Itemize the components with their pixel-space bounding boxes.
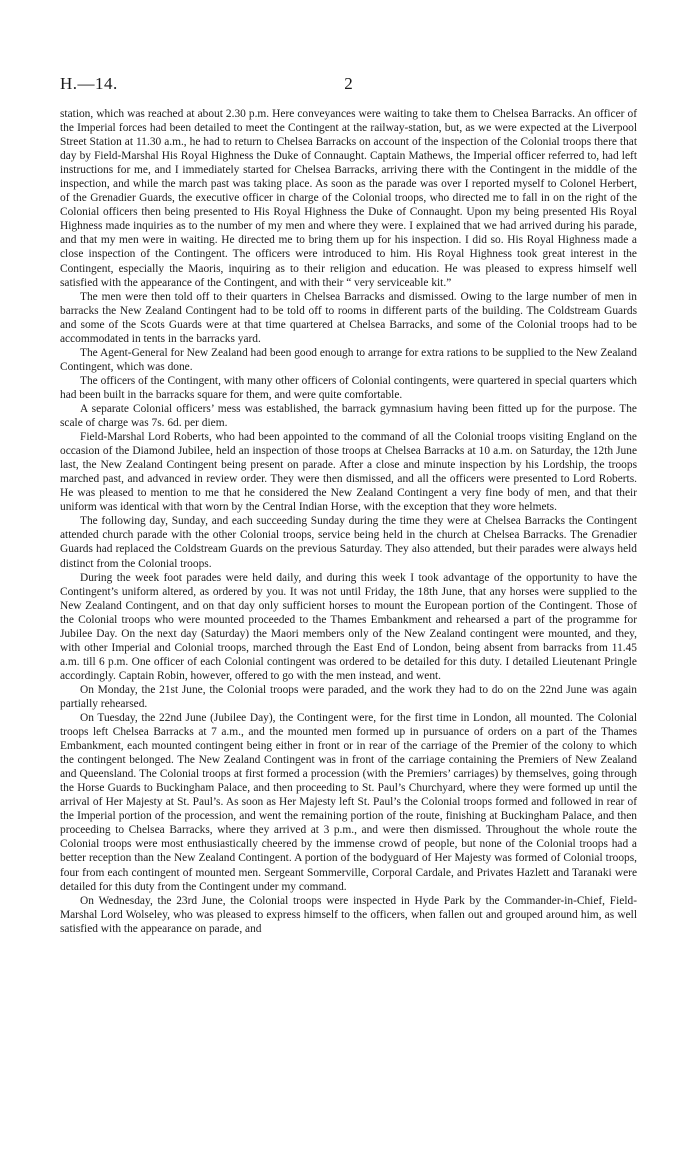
page-header — [60, 74, 637, 96]
paragraph-arrival: station, which was reached at about 2.30 p.m. Here conveyances were waiting to take them to Chelsea Barracks. An officer of the Imperial forces had been detailed to meet the Contingent at the railway-station, but, as we were expected at the Liverpool Street Station at 11.30 a.m., he had to return to Chelsea Barracks on account of the inspection of the Colonial troops there that day by Field-Marshal His Royal Highness the Duke of Connaught. Captain Mathews, the Imperial officer referred to, had left instructions for me, and I immediately started for Chelsea Barracks, arriving there with the Contingent in the middle of the inspection, and while the march past was taking place. As soon as the parade was over I reported myself to Colonel Herbert, of the Grenadier Guards, the executive officer in charge of the Colonial troops, who directed me to fall in on the right of the Colonial officers then being presented to His Royal Highness the Duke of Connaught. Upon my being presented His Royal Highness made inquiries as to the number of my men and where they were. I explained that we had arrived during his parade, and that my men were in waiting. He directed me to bring them up for his inspection. I did so. His Royal Highness made a close inspection of the Contingent. The officers were introduced to him. His Royal Highness took great interest in the Contingent, especially the Maoris, inquiring as to their religion and education. He was pleased to express himself well satisfied with the appearance of the Contingent, and with their “ very serviceable kit.” — [60, 108, 637, 289]
document-page — [60, 0, 637, 1174]
page-number: 2 — [344, 74, 353, 93]
paragraph-church-parade: The following day, Sunday, and each succeeding Sunday during the time they were at Chelsea Barracks the Contingent attended church parade with the other Colonial troops, service being held in the church at Chelsea Barracks. The Grenadier Guards had replaced the Coldstream Guards on the previous Saturday. They also attended, but their parades were always held distinct from the Colonial troops. — [60, 515, 637, 570]
paragraph-quarters: The men were then told off to their quarters in Chelsea Barracks and dismissed. Owing to the large number of men in barracks the New Zealand Contingent had to be told off to rooms in different parts of the building. The Coldstream Guards and some of the Scots Guards were at that time quartered at Chelsea Barracks, and some of the Colonial troops had to be accommodated in tents in the barracks yard. — [60, 290, 637, 345]
paragraph-officers-quarters: The officers of the Contingent, with many other officers of Colonial contingents, were quartered in special quarters which had been built in the barracks square for them, and were quite comfortable. — [60, 374, 637, 401]
paragraph-officers-mess: A separate Colonial officers’ mess was established, the barrack gymnasium having been fitted up for the purpose. The scale of charge was 7s. 6d. per diem. — [60, 402, 637, 430]
paragraph-monday-rehearsal: On Monday, the 21st June, the Colonial troops were paraded, and the work they had to do on the 22nd June was again partially rehearsed. — [60, 683, 637, 710]
document-reference: H.—14. — [60, 74, 118, 93]
paragraph-hyde-park: On Wednesday, the 23rd June, the Colonial troops were inspected in Hyde Park by the Commander-in-Chief, Field-Marshal Lord Wolseley, who was pleased to express himself to the officers, when fallen out and grouped around him, as well satisfied with the appearance on parade, and — [60, 894, 637, 935]
paragraph-jubilee-day: On Tuesday, the 22nd June (Jubilee Day), the Contingent were, for the first time in London, all mounted. The Colonial troops left Chelsea Barracks at 7 a.m., and the mounted men formed up in pursuance of orders on a part of the Thames Embankment, each mounted contingent being either in front or in rear of the carriage of the Premier of the colony to which the contingent belonged. The New Zealand Contingent was in front of the carriage containing the Premiers of New Zealand and Queensland. The Colonial troops at first formed a procession (with the Premiers’ carriages) by themselves, going through the Horse Guards to Buckingham Palace, and then proceeding to St. Paul’s Churchyard, where they were formed up until the arrival of Her Majesty at St. Paul’s. As soon as Her Majesty left St. Paul’s the Colonial troops formed and followed in rear of the Imperial portion of the procession, and went the remaining portion of the route, finishing at Buckingham Palace, and then proceeding to Chelsea Barracks, where they arrived at 3 p.m., and were then dismissed. Throughout the whole route the Colonial troops were most enthusiastically cheered by the immense crowd of people, but none of the Colonial troops had a better reception than the New Zealand Contingent. A portion of the bodyguard of Her Majesty was formed of Colonial troops, four from each contingent of mounted men. Sergeant Sommerville, Corporal Cardale, and Privates Hazlett and Taranaki were detailed for this duty from the Contingent under my command. — [60, 712, 637, 893]
paragraph-lord-roberts: Field-Marshal Lord Roberts, who had been appointed to the command of all the Colonial troops visiting England on the occasion of the Diamond Jubilee, held an inspection of those troops at Chelsea Barracks at 10 a.m. on Saturday, the 12th June last, the New Zealand Contingent being present on parade. After a close and minute inspection by his Lordship, the troops marched past, and advanced in review order. They were then dismissed, and all the officers were presented to Lord Roberts. He was pleased to mention to me that he considered the New Zealand Contingent a very fine body of men, and that their uniform was identical with that worn by the Central Indian Horse, with the exception that they wore helmets. — [60, 431, 637, 514]
paragraph-foot-parades: During the week foot parades were held daily, and during this week I took advantage of the opportunity to have the Contingent’s uniform altered, as ordered by you. It was not until Friday, the 18th June, that any horses were supplied to the New Zealand Contingent, and on that day only sufficient horses to mount the European portion of the Contingent. Those of the Colonial troops who were mounted proceeded to the Thames Embankment and rehearsed a part of the programme for Jubilee Day. On the next day (Saturday) the Maori members only of the New Zealand contingent were mounted, and they, with other Imperial and Colonial troops, marched through the East End of London, being absent from barracks from 11.45 a.m. till 6 p.m. One officer of each Colonial contingent was ordered to be detailed for this duty. I detailed Lieutenant Pringle accordingly. Captain Robin, however, offered to go with the men instead, and went. — [60, 571, 637, 682]
paragraph-rations: The Agent-General for New Zealand had been good enough to arrange for extra rations to be supplied to the New Zealand Contingent, which was done. — [60, 346, 637, 373]
body-text — [60, 107, 637, 936]
